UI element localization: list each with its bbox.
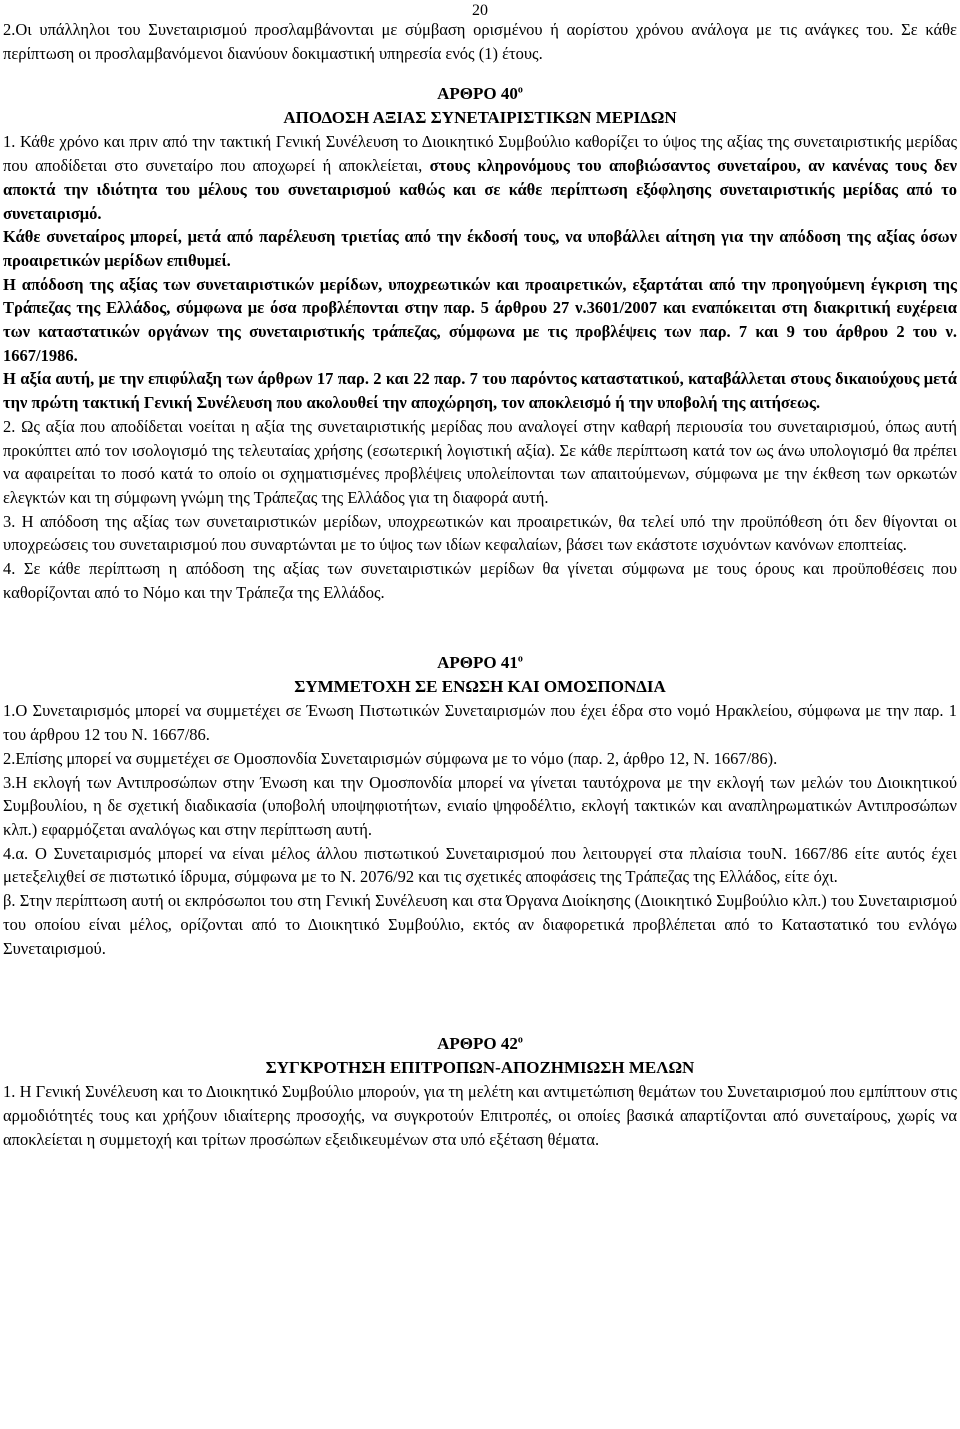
article-42-paragraph-1: 1. Η Γενική Συνέλευση και το Διοικητικό Συμβούλιο μπορούν, για τη μελέτη και αντιμετώπιση θεμάτων του Συνεταιρισμού που εμπίπτουν στις αρμοδιότητές τους και χρήζουν ιδιαίτερης προσοχής, να συγκροτούν Επιτροπές, οι οποίες βασικά απαρτίζονται από συνεταίρους, χωρίς να αποκλείεται η συμμετοχή και τρίτων προσώπων εξειδικευμένων στα υπό εξέταση θέματα.	[3, 1082, 957, 1149]
article-40-paragraph-1b: Κάθε συνεταίρος μπορεί, μετά από παρέλευση τριετίας από την έκδοσή τους, να υποβάλλει αίτηση για την απόδοση της αξίας όσων προαιρετικών μερίδων επιθυμεί.	[3, 227, 957, 270]
paragraph-intro-2: 2.Οι υπάλληλοι του Συνεταιρισμού προσλαμβάνονται με σύμβαση ορισμένου ή αορίστου χρόνου ανάλογα με τις ανάγκες του. Σε κάθε περίπτωση οι προσλαμβανόμενοι διανύουν δοκιμαστική υπηρεσία ενός (1) έτους.	[3, 20, 957, 63]
document-body	[3, 18, 957, 1151]
article-40-title: ΑΡΘΡΟ $40^o$	[437, 84, 523, 104]
article-41-paragraph-2: 2.Επίσης μπορεί να συμμετέχει σε Ομοσπονδία Συνεταιρισμών σύμφωνα με το νόμο (παρ. 2, άρθρο 12, Ν. 1667/86).	[3, 748, 778, 768]
article-40-paragraph-2: 2. Ως αξία που αποδίδεται νοείται η αξία της συνεταιριστικής μερίδας που αναλογεί στην καθαρή περιουσία του συνεταιρισμού, όπως αυτή προκύπτει από τον ισολογισμό της τελευταίας χρήσης (εσωτερική λογιστική αξία). Σε κάθε περίπτωση κατά τον ως άνω υπολογισμό θα πρέπει να αφαιρείται το ποσό κατά το οποίο οι σχηματισμένες προβλέψεις υπολείπονται των απαιτούμενων, σύμφωνα με την έκθεση των ορκωτών ελεγκτών και τη σύμφωνη γνώμη της Τράπεζας της Ελλάδος για τη διαφορά αυτή.	[3, 416, 957, 507]
article-40-paragraph-1: 1. Κάθε χρόνο και πριν από την τακτική Γενική Συνέλευση το Διοικητικό Συμβούλιο καθορίζει το ύψος της αξίας της συνεταιριστικής μερίδας που αποδίδεται στο συνεταίρο που αποχωρεί ή αποκλείεται, στους κληρονόμους του αποβιώσαντος συνεταίρου, αν κανένας τους δεν αποκτά την ιδιότητα του μέλους του συνεταιρισμού καθώς και σε κάθε περίπτωση εξόφλησης συνεταιριστικής μερίδας από το συνεταιρισμό.	[3, 132, 957, 223]
article-40-paragraph-1c: Η απόδοση της αξίας των συνεταιριστικών μερίδων, υποχρεωτικών και προαιρετικών, εξαρτάται από την προηγούμενη έγκριση της Τράπεζας της Ελλάδος, σύμφωνα με όσα προβλέπονται στην παρ. 5 άρθρου 27 ν.3601/2007 και εναπόκειται στη διακριτική ευχέρεια των καταστατικών οργάνων της συνεταιριστικής τράπεζας, σύμφωνα με τις προβλέψεις των παρ. 7 και 9 του άρθρου 2 του ν. 1667/1986.	[3, 274, 957, 365]
article-41-paragraph-4b: β. Στην περίπτωση αυτή οι εκπρόσωποι του στη Γενική Συνέλευση και στα Όργανα Διοίκησης (Διοικητικό Συμβούλιο κλπ.) του Συνεταιρισμού του οποίου είναι μέλος, ορίζονται από το Διοικητικό Συμβούλιο, εκτός αν διαφορετικά προβλέπεται από το Καταστατικό του ενλόγω Συνεταιρισμού.	[3, 891, 957, 958]
article-42-subtitle: ΣΥΓΚΡΟΤΗΣΗ ΕΠΙΤΡΟΠΩΝ-ΑΠΟΖΗΜΙΩΣΗ ΜΕΛΩΝ	[265, 1058, 695, 1078]
article-41-paragraph-3: 3.Η εκλογή των Αντιπροσώπων στην Ένωση και την Ομοσπονδία μπορεί να γίνεται ταυτόχρονα με την εκλογή των μελών του Διοικητικού Συμβουλίου, η δε σχετική διαδικασία (υποβολή υποψηφιοτήτων, ενιαίο ψηφοδέλτιο, εκλογή τακτικών και αναπληρωματικών Αντιπροσώπων κλπ.) εφαρμόζεται αναλόγως και στην περίπτωση αυτή.	[3, 772, 957, 839]
article-41-subtitle: ΣΥΜΜΕΤΟΧΗ ΣΕ ΕΝΩΣΗ ΚΑΙ ΟΜΟΣΠΟΝΔΙΑ	[294, 677, 666, 697]
article-40-paragraph-1d: Η αξία αυτή, με την επιφύλαξη των άρθρων 17 παρ. 2 και 22 παρ. 7 του παρόντος καταστατικού, καταβάλλεται στους δικαιούχους μετά την πρώτη τακτική Γενική Συνέλευση που ακολουθεί την αποχώρηση, τον αποκλεισμό ή την υποβολή της αιτήσεως.	[3, 369, 957, 413]
article-40-subtitle: ΑΠΟΔΟΣΗ ΑΞΙΑΣ ΣΥΝΕΤΑΙΡΙΣΤΙΚΩΝ ΜΕΡΙΔΩΝ	[283, 108, 677, 128]
article-40-paragraph-4: 4. Σε κάθε περίπτωση η απόδοση της αξίας των συνεταιριστικών μερίδων θα γίνεται σύμφωνα με τους όρους και προϋποθέσεις που καθορίζονται από το Νόμο και την Τράπεζα της Ελλάδος.	[3, 559, 957, 602]
article-40-paragraph-3: 3. Η απόδοση της αξίας των συνεταιριστικών μερίδων, υποχρεωτικών και προαιρετικών, θα τελεί υπό την προϋπόθεση ότι δεν θίγονται οι υποχρεώσεις του συνεταιρισμού που συναρτώνται με το ύψος των ιδίων κεφαλαίων, βάσει των εκάστοτε ισχυόντων κανόνων εποπτείας.	[3, 511, 957, 555]
article-41-paragraph-1: 1.Ο Συνεταιρισμός μπορεί να συμμετέχει σε Ένωση Πιστωτικών Συνεταιρισμών που έχει έδρα στο νομό Ηρακλείου, σύμφωνα με την παρ. 1 του άρθρου 12 του Ν. 1667/86.	[3, 701, 957, 745]
article-41-paragraph-4a: 4.α. Ο Συνεταιρισμός μπορεί να είναι μέλος άλλου πιστωτικού Συνεταιρισμού που λειτουργεί στα πλαίσια τουΝ. 1667/86 είτε αυτός έχει μετεξελιχθεί σε πιστωτικό ίδρυμα, σύμφωνα με το Ν. 2076/92 και τις σχετικές αποφάσεις της Τράπεζας της Ελλάδος, είτε όχι.	[3, 843, 957, 887]
page-number: 20	[472, 2, 488, 19]
article-41-title: ΑΡΘΡΟ $41^o$	[437, 653, 523, 673]
article-42-title: ΑΡΘΡΟ $42^o$	[437, 1034, 523, 1054]
